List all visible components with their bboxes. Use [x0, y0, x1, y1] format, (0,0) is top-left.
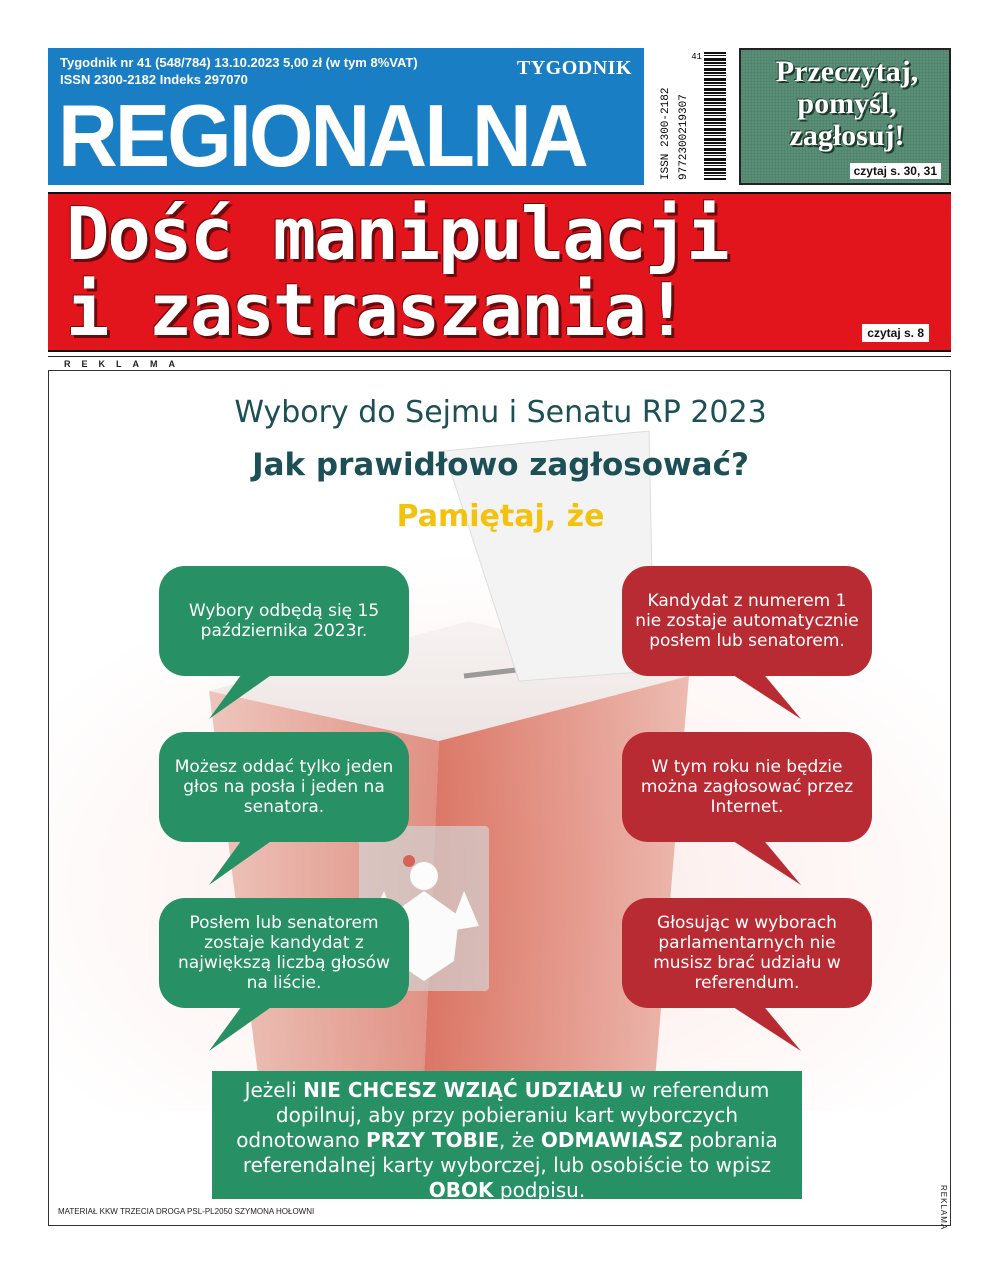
promo-line-2: pomyśl, — [797, 87, 897, 120]
masthead — [48, 48, 644, 185]
instruction-emphasis: OBOK — [428, 1178, 494, 1202]
instruction-text: w referendum dopilnuj, aby przy pobieraniu kart wyborczych odnotowano — [236, 1078, 770, 1152]
instruction-text: podpisu. — [493, 1178, 586, 1202]
info-bubble-referendum-optional: Głosując w wyborach parlamentarnych nie musisz brać udziału w referendum. — [622, 898, 872, 1008]
headline-line-1: Dość manipulacji — [66, 192, 728, 276]
info-bubble-election-date: Wybory odbędą się 15 października 2023r. — [159, 566, 409, 676]
divider — [48, 356, 951, 357]
headline-page-ref: czytaj s. 8 — [862, 324, 929, 342]
instruction-emphasis: ODMAWIASZ — [540, 1128, 683, 1152]
main-headline[interactable] — [48, 192, 951, 352]
promo-page-ref: czytaj s. 30, 31 — [850, 163, 941, 179]
instruction-text: Jeżeli — [244, 1078, 304, 1102]
issn-line: ISSN 2300-2182 Indeks 297070 — [60, 72, 248, 87]
election-ad — [48, 370, 951, 1226]
ad-heading-how-to-vote: Jak prawidłowo zagłosować? — [252, 447, 749, 483]
barcode-bars — [704, 52, 726, 180]
barcode-issn-text: ISSN 2300-2182 — [660, 87, 672, 180]
instruction-text: pobrania referendalnej karty wyborczej, lub osobiście to wpisz — [242, 1128, 778, 1177]
reklama-label: REKLAMA — [64, 359, 186, 369]
barcode-number-text: 9772300219307 — [678, 94, 690, 180]
tygodnik-label: TYGODNIK — [516, 57, 632, 79]
ad-heading-remember: Pamiętaj, że — [396, 499, 605, 534]
referendum-instruction-box — [212, 1071, 802, 1202]
info-bubble-one-vote: Możesz oddać tylko jeden głos na posła i jeden na senatora. — [159, 732, 409, 842]
promo-box[interactable] — [739, 48, 951, 185]
headline-text — [66, 192, 728, 352]
ad-footnote: MATERIAŁ KKW TRZECIA DROGA PSL-PL2050 SZYMONA HOŁOWNI — [58, 1207, 315, 1216]
instruction-emphasis: NIE CHCESZ WZIĄĆ UDZIAŁU — [303, 1078, 624, 1102]
barcode-issue-digits: 41 — [691, 52, 702, 62]
instruction-text: , że — [499, 1128, 541, 1152]
promo-text — [747, 56, 947, 152]
headline-line-2: i zastraszania! — [66, 268, 687, 352]
ad-heading-elections: Wybory do Sejmu i Senatu RP 2023 — [234, 395, 767, 430]
info-bubble-most-votes: Posłem lub senatorem zostaje kandydat z największą liczbą głosów na liście. — [159, 898, 409, 1008]
info-bubble-number-one: Kandydat z numerem 1 nie zostaje automatycznie posłem lub senatorem. — [622, 566, 872, 676]
reklama-side-label: REKLAMA — [939, 1185, 948, 1231]
barcode — [656, 52, 726, 180]
instruction-emphasis: PRZY TOBIE — [366, 1128, 499, 1152]
issue-line: Tygodnik nr 41 (548/784) 13.10.2023 5,00 zł (w tym 8%VAT) — [60, 55, 418, 70]
promo-line-1: Przeczytaj, — [775, 55, 919, 88]
promo-line-3: zagłosuj! — [789, 119, 905, 152]
info-bubble-no-internet: W tym roku nie będzie można zagłosować przez Internet. — [622, 732, 872, 842]
newspaper-title: REGIONALNA — [58, 86, 586, 185]
